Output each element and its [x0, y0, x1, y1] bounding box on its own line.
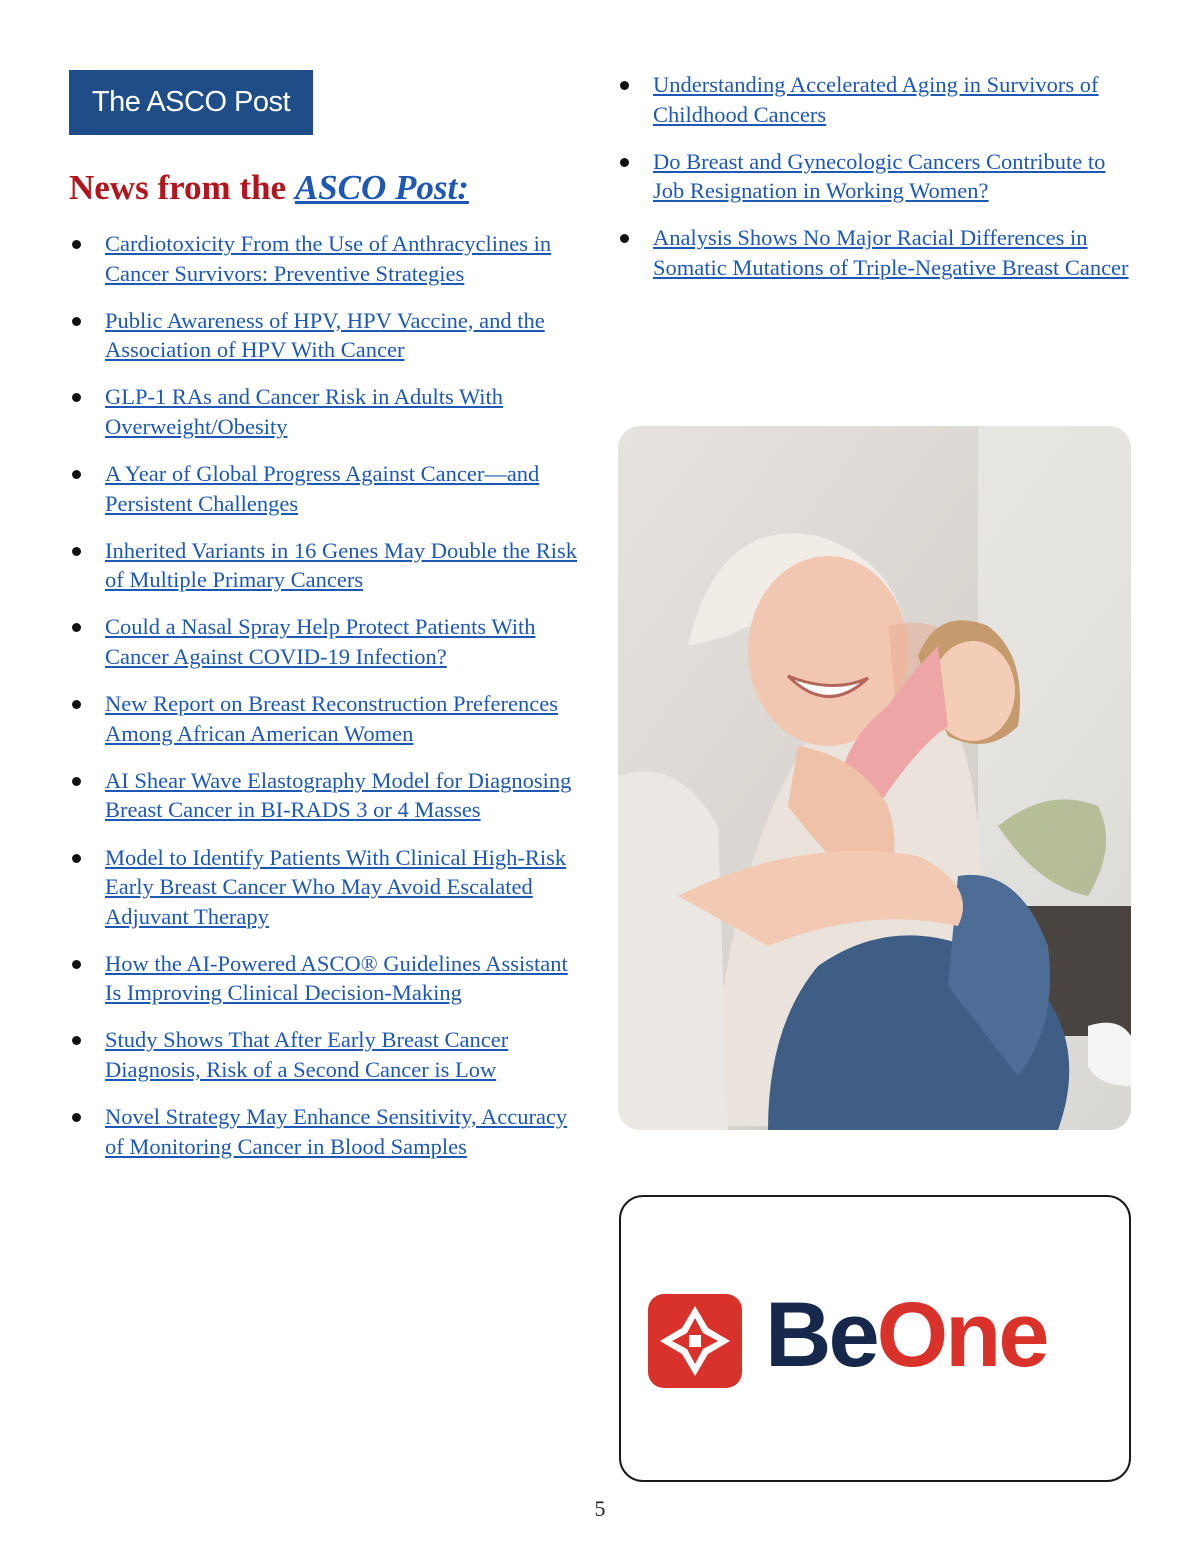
asco-post-logo: [69, 70, 313, 135]
logo-text: The ASCO Post: [91, 86, 291, 118]
article-item: [69, 689, 579, 748]
article-item: [69, 229, 579, 288]
article-link[interactable]: Model to Identify Patients With Clinical High-Risk Early Breast Cancer Who May Avoid Escalated Adjuvant Therapy: [105, 844, 567, 929]
article-item: [69, 1102, 579, 1161]
article-item: [69, 382, 579, 441]
article-link[interactable]: Public Awareness of HPV, HPV Vaccine, and the Association of HPV With Cancer: [105, 307, 545, 363]
beone-word-one: One: [876, 1284, 1047, 1386]
beone-word-be: Be: [765, 1284, 877, 1386]
article-item: [69, 536, 579, 595]
article-link[interactable]: A Year of Global Progress Against Cancer—and Persistent Challenges: [105, 461, 540, 516]
article-link[interactable]: New Report on Breast Reconstruction Preferences Among African American Women: [105, 691, 558, 746]
beone-wordmark: [765, 1284, 1047, 1386]
article-item: [69, 843, 579, 932]
article-link[interactable]: Study Shows That After Early Breast Cancer Diagnosis, Risk of a Second Cancer is Low: [105, 1027, 509, 1083]
article-item: [69, 949, 579, 1008]
right-article-list: [617, 70, 1137, 300]
article-link[interactable]: Do Breast and Gynecologic Cancers Contribute to Job Resignation in Working Women?: [653, 148, 1106, 204]
article-link[interactable]: How the AI-Powered ASCO® Guidelines Assistant Is Improving Clinical Decision-Making: [105, 950, 568, 1006]
article-item: [69, 459, 579, 518]
article-link[interactable]: Understanding Accelerated Aging in Survivors of Childhood Cancers: [653, 72, 1099, 127]
section-heading: [69, 168, 469, 208]
article-item: [69, 612, 579, 671]
beone-logo-icon: [648, 1294, 742, 1388]
bullet-icon: [72, 240, 81, 249]
article-item: [69, 766, 579, 825]
bullet-icon: [72, 623, 81, 632]
bullet-icon: [72, 317, 81, 326]
bullet-icon: [72, 700, 81, 709]
bullet-icon: [72, 547, 81, 556]
article-link[interactable]: Cardiotoxicity From the Use of Anthracyclines in Cancer Survivors: Preventive Strategies: [105, 231, 552, 286]
survivor-photo: [618, 426, 1131, 1130]
article-item: [69, 1025, 579, 1084]
article-link[interactable]: GLP-1 RAs and Cancer Risk in Adults With Overweight/Obesity: [105, 384, 504, 439]
bullet-icon: [72, 393, 81, 402]
article-link[interactable]: Inherited Variants in 16 Genes May Double the Risk of Multiple Primary Cancers: [105, 537, 577, 593]
article-link[interactable]: Could a Nasal Spray Help Protect Patients With Cancer Against COVID-19 Infection?: [105, 614, 536, 670]
article-item: [617, 147, 1137, 206]
heading-prefix: News from the: [69, 168, 295, 207]
bullet-icon: [72, 777, 81, 786]
article-link[interactable]: Novel Strategy May Enhance Sensitivity, Accuracy of Monitoring Cancer in Blood Samples: [105, 1104, 568, 1159]
article-item: [617, 70, 1137, 129]
article-link[interactable]: AI Shear Wave Elastography Model for Diagnosing Breast Cancer in BI-RADS 3 or 4 Masses: [105, 767, 572, 823]
page-number: 5: [594, 1496, 606, 1521]
bullet-icon: [72, 1036, 81, 1045]
bullet-icon: [72, 470, 81, 479]
bullet-icon: [72, 854, 81, 863]
beone-ad[interactable]: [619, 1195, 1131, 1482]
asco-post-link[interactable]: ASCO Post:: [294, 168, 469, 207]
bullet-icon: [620, 81, 629, 90]
bullet-icon: [620, 234, 629, 243]
bullet-icon: [72, 960, 81, 969]
article-link[interactable]: Analysis Shows No Major Racial Differences in Somatic Mutations of Triple-Negative Breast Cancer: [653, 225, 1129, 280]
article-item: [69, 306, 579, 365]
bullet-icon: [620, 158, 629, 167]
left-article-list: [69, 229, 579, 1179]
article-item: [617, 223, 1137, 282]
bullet-icon: [72, 1113, 81, 1122]
